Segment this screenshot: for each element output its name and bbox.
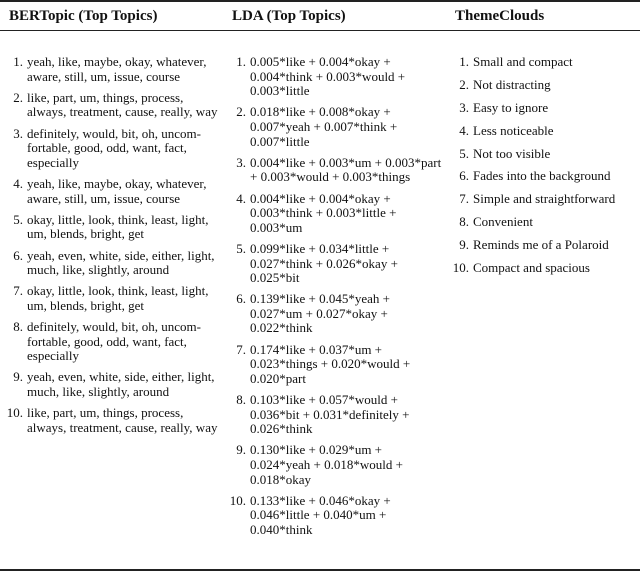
column-header-lda: LDA (Top Topics) xyxy=(232,8,346,24)
item-number: 9. xyxy=(459,237,469,253)
item-number: 8. xyxy=(236,392,246,408)
item-number: 8. xyxy=(13,319,23,335)
item-number: 5. xyxy=(13,211,23,227)
table-header-rule xyxy=(0,30,640,31)
item-number: 5. xyxy=(459,145,469,161)
item-text: like, part, um, things, process, always, treatment, cause, really, way xyxy=(27,405,218,435)
list-item xyxy=(9,320,221,364)
item-number: 2. xyxy=(459,76,469,92)
list-item xyxy=(9,91,221,120)
list-item xyxy=(229,492,444,538)
item-text: 0.130*like + 0.029*um + 0.024*yeah + 0.018*would + 0.018*okay xyxy=(250,442,403,487)
item-number: 4. xyxy=(459,122,469,138)
list-item xyxy=(232,242,444,286)
item-text: Simple and straightforward xyxy=(473,191,616,207)
list-item xyxy=(232,393,444,437)
item-number: 10. xyxy=(6,405,23,421)
list-item xyxy=(9,284,221,313)
list-item xyxy=(452,260,640,276)
list-item xyxy=(455,215,640,230)
item-text: yeah, like, maybe, okay, whatever, aware, still, um, issue, course xyxy=(27,175,207,206)
item-number: 6. xyxy=(13,247,23,263)
list-item xyxy=(9,55,221,84)
item-number: 10. xyxy=(452,260,469,276)
item-text: okay, little, look, think, least, light, um, blends, bright, get xyxy=(27,211,209,242)
table-bottom-rule xyxy=(0,569,640,571)
item-text: Not distracting xyxy=(473,76,551,92)
bertopic-list xyxy=(6,54,221,442)
item-text: Easy to ignore xyxy=(473,99,549,115)
table-top-rule xyxy=(0,0,640,2)
list-item xyxy=(455,124,640,139)
item-text: yeah, like, maybe, okay, whatever, aware, still, um, issue, course xyxy=(27,54,207,84)
item-text: 0.174*like + 0.037*um + 0.023*things + 0.020*would + 0.020*part xyxy=(250,341,411,386)
list-item xyxy=(9,213,221,242)
item-text: Less noticeable xyxy=(473,122,554,138)
item-text: 0.133*like + 0.046*okay + 0.046*little + 0.040*um + 0.040*think xyxy=(250,492,391,537)
item-number: 5. xyxy=(236,240,246,256)
item-number: 2. xyxy=(236,104,246,120)
item-number: 2. xyxy=(13,89,23,105)
list-item xyxy=(9,249,221,278)
list-item xyxy=(455,169,640,184)
item-number: 3. xyxy=(236,154,246,170)
list-item xyxy=(232,292,444,336)
item-text: okay, little, look, think, least, light, um, blends, bright, get xyxy=(27,283,209,313)
item-number: 1. xyxy=(459,54,469,69)
item-text: Small and compact xyxy=(473,54,573,69)
item-number: 4. xyxy=(236,190,246,206)
list-item xyxy=(455,101,640,116)
list-item xyxy=(6,405,221,435)
item-number: 1. xyxy=(13,54,23,69)
list-item xyxy=(9,177,221,206)
list-item xyxy=(455,55,640,70)
column-header-bertopic: BERTopic (Top Topics) xyxy=(9,8,158,24)
item-text: Convenient xyxy=(473,214,533,230)
item-number: 4. xyxy=(13,175,23,191)
item-text: yeah, even, white, side, either, light, much, like, slightly, around xyxy=(27,369,215,400)
list-item xyxy=(232,192,444,236)
item-text: 0.139*like + 0.045*yeah + 0.027*um + 0.027*okay + 0.022*think xyxy=(250,291,390,336)
list-item xyxy=(9,370,221,399)
item-text: Reminds me of a Polaroid xyxy=(473,237,609,253)
item-text: 0.099*like + 0.034*little + 0.027*think + 0.026*okay + 0.025*bit xyxy=(250,240,398,286)
list-item xyxy=(232,105,444,149)
column-header-themeclouds: ThemeClouds xyxy=(455,8,545,24)
item-text: definitely, would, bit, oh, uncom-fortable, good, odd, want, fact, especially xyxy=(27,125,201,170)
item-text: 0.004*like + 0.003*um + 0.003*part + 0.003*would + 0.003*things xyxy=(250,154,442,185)
list-item xyxy=(232,55,444,99)
item-number: 10. xyxy=(229,492,246,508)
item-text: 0.004*like + 0.004*okay + 0.003*think + 0.003*little + 0.003*um xyxy=(250,190,397,235)
list-item xyxy=(232,156,444,185)
item-text: 0.005*like + 0.004*okay + 0.004*think + 0.003*would + 0.003*little xyxy=(250,54,406,99)
item-text: Fades into the background xyxy=(473,168,611,184)
item-text: like, part, um, things, process, always, treatment, cause, really, way xyxy=(27,89,218,120)
lda-list xyxy=(229,54,444,544)
item-text: 0.018*like + 0.008*okay + 0.007*yeah + 0.007*think + 0.007*little xyxy=(250,104,398,149)
item-text: Not too visible xyxy=(473,145,551,161)
list-item xyxy=(455,238,640,253)
item-text: yeah, even, white, side, either, light, much, like, slightly, around xyxy=(27,247,215,278)
list-item xyxy=(455,192,640,207)
list-item xyxy=(232,343,444,387)
item-text: definitely, would, bit, oh, uncom-fortable, good, odd, want, fact, especially xyxy=(27,319,201,364)
item-number: 8. xyxy=(459,214,469,230)
item-number: 1. xyxy=(236,54,246,69)
item-number: 9. xyxy=(236,442,246,458)
list-item xyxy=(455,78,640,93)
item-number: 7. xyxy=(236,341,246,357)
item-number: 7. xyxy=(13,283,23,299)
item-number: 6. xyxy=(459,168,469,184)
list-item xyxy=(9,127,221,171)
list-item xyxy=(455,147,640,162)
list-item xyxy=(232,443,444,487)
item-number: 7. xyxy=(459,191,469,207)
item-text: Compact and spacious xyxy=(473,260,590,276)
item-number: 6. xyxy=(236,291,246,307)
item-number: 3. xyxy=(459,99,469,115)
item-number: 9. xyxy=(13,369,23,385)
item-text: 0.103*like + 0.057*would + 0.036*bit + 0.031*definitely + 0.026*think xyxy=(250,392,410,437)
themeclouds-list xyxy=(452,54,640,284)
item-number: 3. xyxy=(13,125,23,141)
